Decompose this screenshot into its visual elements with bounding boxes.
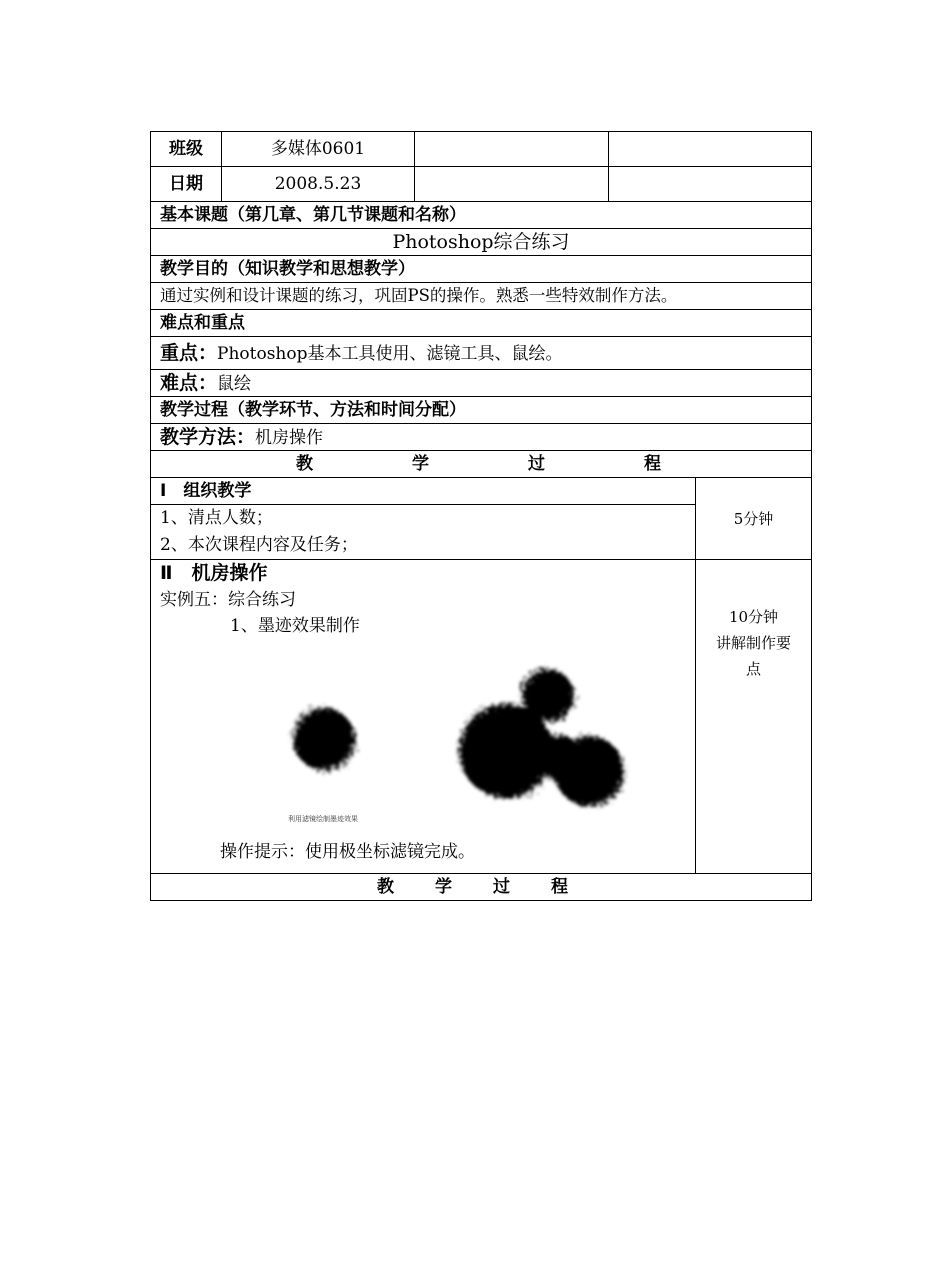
section2-time-cell	[696, 560, 812, 874]
date-label: 日期	[151, 167, 222, 202]
process-heading: 教学过程（教学环节、方法和时间分配）	[151, 397, 812, 424]
section2-title: Ⅱ 机房操作	[160, 562, 268, 584]
banner-char: 程	[644, 454, 661, 474]
ink-blots-figure	[160, 639, 690, 839]
banner-char: 教	[377, 877, 394, 897]
hard-point-row	[151, 370, 812, 397]
ink-effect-image	[160, 639, 686, 839]
method-text: 机房操作	[255, 427, 324, 448]
list-item: 1、清点人数；	[160, 508, 273, 528]
method-row	[151, 424, 812, 451]
empty-cell	[609, 167, 812, 202]
section2-time: 10分钟	[728, 608, 779, 626]
image-caption: 利用滤镜绘制墨迹效果	[288, 815, 358, 823]
hard-point-text: 鼠绘	[217, 373, 252, 394]
banner-char: 过	[493, 877, 510, 897]
class-label: 班级	[151, 132, 222, 167]
section2-example: 实例五：综合练习	[160, 590, 296, 610]
section2-body	[151, 560, 696, 874]
method-label: 教学方法：	[160, 425, 256, 448]
banner-char: 学	[435, 877, 452, 897]
lesson-plan-table	[150, 131, 812, 901]
banner-char: 教	[296, 454, 313, 474]
section2-time-note: 讲解制作要点	[715, 634, 791, 678]
date-value: 2008.5.23	[222, 167, 415, 202]
key-point-text: Photoshop基本工具使用、滤镜工具、鼠绘。	[217, 343, 563, 364]
topic-heading: 基本课题（第几章、第几节课题和名称）	[151, 202, 812, 229]
key-point-row	[151, 337, 812, 370]
empty-cell	[609, 132, 812, 167]
banner-char: 过	[528, 454, 545, 474]
section2-hint: 操作提示：使用极坐标滤镜完成。	[220, 842, 475, 862]
objective-text: 通过实例和设计课题的练习，巩固PS的操作。熟悉一些特效制作方法。	[151, 283, 812, 310]
class-value: 多媒体0601	[222, 132, 415, 167]
list-item: 2、本次课程内容及任务；	[160, 535, 358, 555]
empty-cell	[415, 167, 609, 202]
banner-char: 程	[551, 877, 568, 897]
objective-heading: 教学目的（知识教学和思想教学）	[151, 256, 812, 283]
process-footer-banner	[151, 874, 812, 901]
ink-blot-joint	[536, 735, 580, 779]
process-banner	[151, 451, 812, 478]
hard-point-label: 难点：	[160, 371, 218, 394]
topic-title: Photoshop综合练习	[151, 229, 812, 256]
key-point-label: 重点：	[160, 341, 218, 364]
section2-step: 1、墨迹效果制作	[230, 616, 360, 636]
banner-char: 学	[412, 454, 429, 474]
section1-time: 5分钟	[696, 478, 812, 560]
section1-title: Ⅰ 组织教学	[151, 478, 696, 505]
ink-blot-small	[293, 708, 355, 770]
section1-items	[151, 505, 696, 560]
empty-cell	[415, 132, 609, 167]
keypoints-heading: 难点和重点	[151, 310, 812, 337]
